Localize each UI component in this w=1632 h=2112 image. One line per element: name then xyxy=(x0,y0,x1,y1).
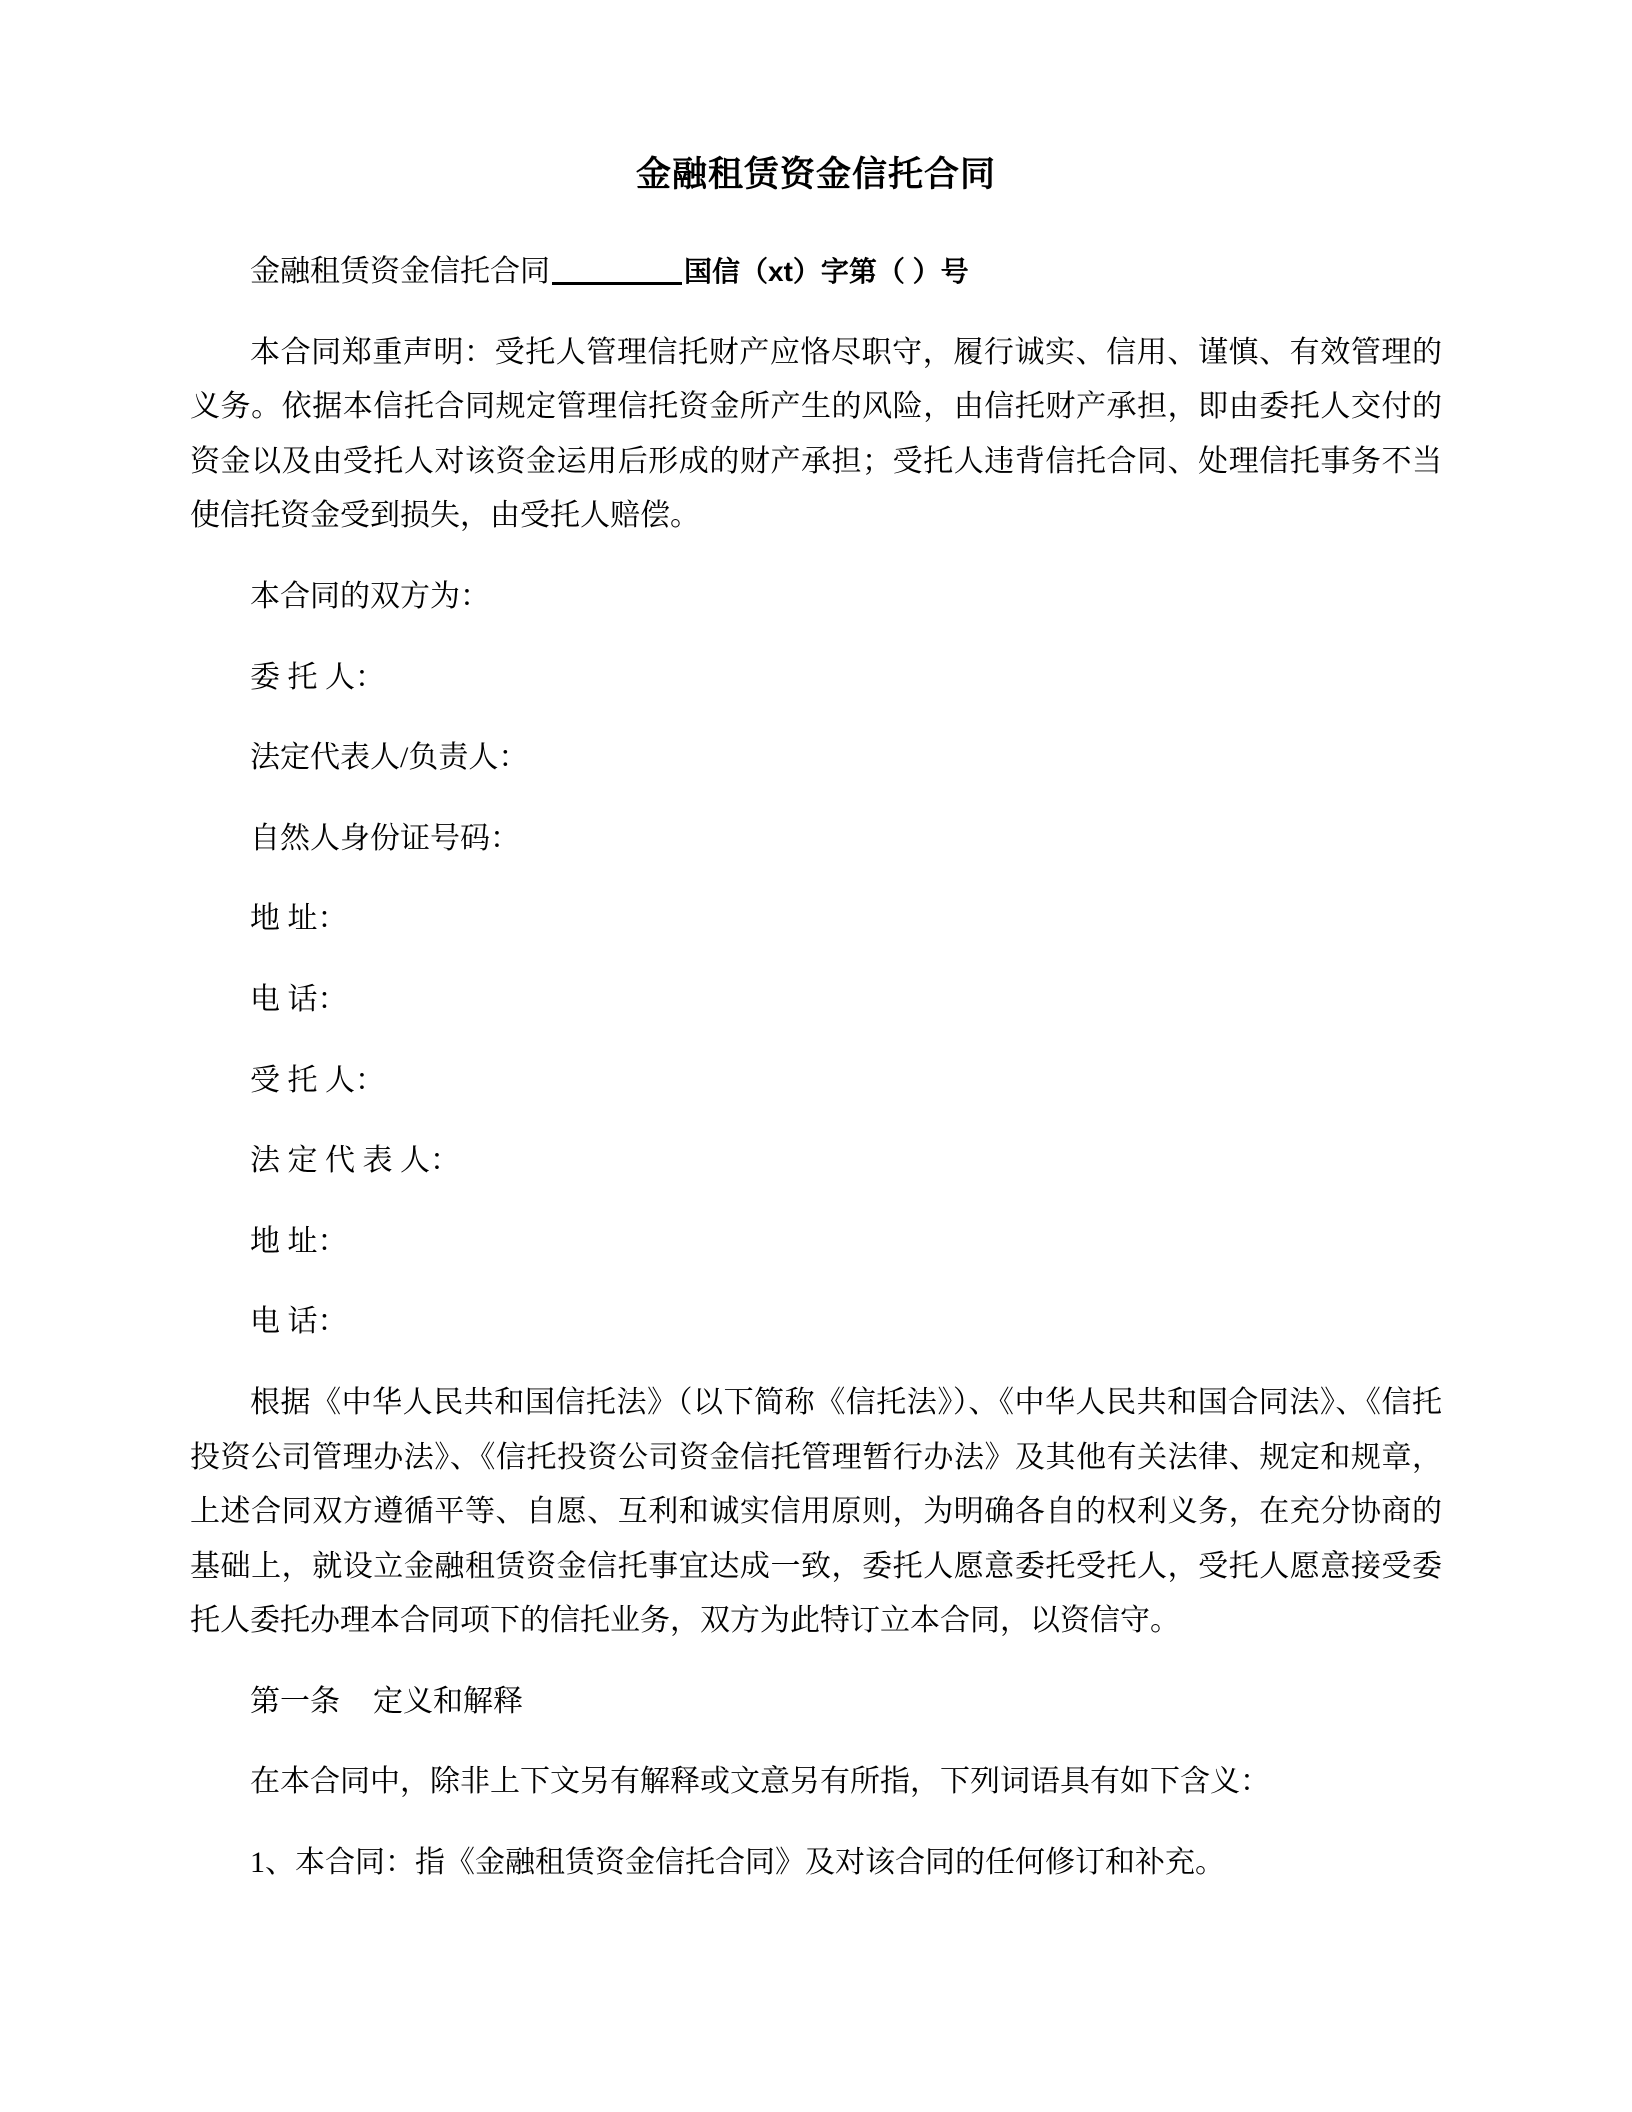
contract-number-suffix: 国信（xt）字第（ ）号 xyxy=(684,256,969,287)
party-field-address-entrustor: 地 址： xyxy=(250,902,348,936)
party-field-phone-entrustor: 电 话： xyxy=(250,982,348,1016)
party-field-phone-trustee: 电 话： xyxy=(250,1305,348,1339)
section-one-heading xyxy=(190,1675,1442,1730)
definition-item: 1、本合同：指《金融租赁资金信托合同》及对该合同的任何修订和补充。 xyxy=(250,1846,1225,1880)
party-field-trustee-legal-representative: 法 定 代 表 人： xyxy=(250,1144,460,1178)
contract-number-blank[interactable] xyxy=(552,282,682,285)
section-one-title: 定义和解释 xyxy=(373,1684,523,1718)
contract-number-prefix: 金融租赁资金信托合同 xyxy=(250,255,550,288)
party-field-legal-representative: 法定代表人/负责人： xyxy=(250,741,529,775)
party-field-entrustor: 委 托 人： xyxy=(250,660,385,694)
section-one-intro: 在本合同中，除非上下文另有解释或文意另有所指，下列词语具有如下含义： xyxy=(250,1765,1270,1799)
section-one-number: 第一条 xyxy=(250,1684,340,1718)
declaration-paragraph: 本合同郑重声明：受托人管理信托财产应恪尽职守，履行诚实、信用、谨慎、有效管理的义务。依据本信托合同规定管理信托资金所产生的风险，由信托财产承担，即由委托人交付的资金以及由受托人对该资金运用后形成的财产承担；受托人违背信托合同、处理信托事务不当使信托资金受到损失，由受托人赔偿。 xyxy=(190,335,1442,533)
document-title: 金融租赁资金信托合同 xyxy=(635,155,996,194)
party-field-id-number: 自然人身份证号码： xyxy=(250,821,520,855)
party-field-trustee: 受 托 人： xyxy=(250,1063,385,1097)
recital-paragraph: 根据《中华人民共和国信托法》（以下简称《信托法》）、《中华人民共和国合同法》、《信托投资公司管理办法》、《信托投资公司资金信托管理暂行办法》及其他有关法律、规定和规章，上述合同双方遵循平等、自愿、互利和诚实信用原则，为明确各自的权利义务，在充分协商的基础上，就设立金融租赁资金信托事宜达成一致，委托人愿意委托受托人，受托人愿意接受委托人委托办理本合同项下的信托业务，双方为此特订立本合同，以资信守。 xyxy=(190,1385,1442,1638)
contract-number-line xyxy=(190,245,1442,300)
party-field-address-trustee: 地 址： xyxy=(250,1224,348,1258)
parties-intro-paragraph: 本合同的双方为： xyxy=(250,579,490,613)
